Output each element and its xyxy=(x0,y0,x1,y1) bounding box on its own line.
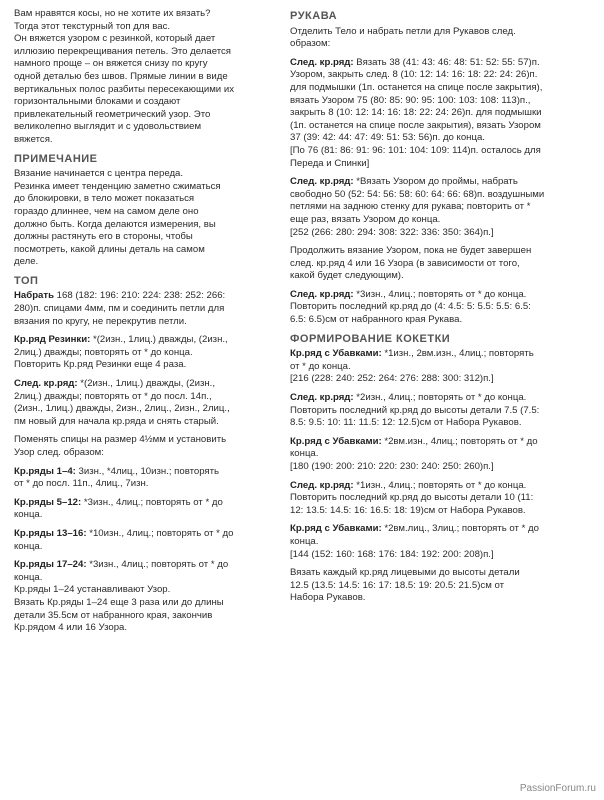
text-line: должны растянуть его в стороны, чтобы xyxy=(14,231,193,243)
text-line: одной деталью без швов. Прямые линии в виде xyxy=(14,70,228,82)
text-line: пм новый для начала кр.ряда и снять старый. xyxy=(14,415,219,427)
text-line: конца. xyxy=(14,540,43,552)
text-line: Тогда этот текстурный топ для вас. xyxy=(14,20,171,32)
top-cast-on xyxy=(14,290,279,328)
text-line: детали 35.5см от набранного края, закончив xyxy=(14,609,213,621)
text-line: образом: xyxy=(290,38,331,50)
text-line: 8.5: 9.5: 10: 11: 11.5: 12: 12.5)см от Набора Рукавов. xyxy=(290,417,522,429)
text-line: вертикальных полос разбиты пересекающими их xyxy=(14,83,234,95)
text-line: намного проще – он вяжется снизу по кругу xyxy=(14,58,208,70)
text-line: еще раз, вязать Узором до конца. xyxy=(290,213,441,225)
text-line: 2лиц.) дважды; повторять от * до конца. xyxy=(14,346,193,358)
sleeves-rib-round xyxy=(290,289,590,327)
sleeves-divide-round xyxy=(290,57,590,170)
yoke-decrease-1 xyxy=(290,348,590,386)
text-line: от * до конца. xyxy=(290,360,351,372)
text-line: Повторить последний кр.ряд до высоты детали 7.5 (7.5: xyxy=(290,404,540,416)
yoke-next-2 xyxy=(290,480,590,518)
yoke-decrease-2 xyxy=(290,436,590,474)
text-line: горизонтальными блоками и создают xyxy=(14,96,181,108)
yoke-heading: ФОРМИРОВАНИЕ КОКЕТКИ xyxy=(290,332,451,345)
text-line: Кр.ряды 5–12: *3изн., 4лиц.; повторять от * до xyxy=(14,496,223,508)
top-rounds-17-24 xyxy=(14,559,279,635)
text-line: Кр.рядом 4 или 16 Узора. xyxy=(14,622,128,634)
text-line: Кр.ряды 1–4: 3изн., *4лиц., 10изн.; повторять xyxy=(14,465,220,477)
text-line: След. кр.ряд: *Вязать Узором до проймы, набрать xyxy=(290,176,518,188)
text-line: вяжется. xyxy=(14,133,53,145)
top-rounds-1-4 xyxy=(14,466,279,491)
text-line: Кр.ряды 1–24 устанавливают Узор. xyxy=(14,584,171,596)
yoke-next-1 xyxy=(290,392,590,430)
top-heading: ТОП xyxy=(14,274,39,287)
text-line: (2изн., 1лиц.) дважды, 2изн., 2лиц., 2изн., 2лиц., xyxy=(14,403,230,415)
note-heading: ПРИМЕЧАНИЕ xyxy=(14,152,98,165)
text-line: след. кр.ряд 4 или 16 Узора (в зависимости от того, xyxy=(290,257,520,269)
text-line: деле. xyxy=(14,256,39,268)
text-line: Продолжить вязание Узором, пока не будет завершен xyxy=(290,245,532,257)
text-line: След. кр.ряд: *3изн., 4лиц.; повторять от * до конца. xyxy=(290,288,527,300)
sleeves-continue xyxy=(290,245,590,283)
text-line: иллюзию перекрещивания петель. Это делается xyxy=(14,45,232,57)
intro-paragraph xyxy=(14,8,279,147)
top-rounds-5-12 xyxy=(14,497,279,522)
text-line: След. кр.ряд: *2изн., 4лиц.; повторять от * до конца. xyxy=(290,392,527,404)
text-line: Кр.ряды 17–24: *3изн., 4лиц.; повторять от * до xyxy=(14,559,229,571)
top-rounds-13-16 xyxy=(14,528,279,553)
text-line: (1п. останется на спице после закрытия), вязать Узором xyxy=(290,119,541,131)
text-line: до блокировки, в тело может показаться xyxy=(14,193,195,205)
text-line: привлекательный геометрический узор. Это xyxy=(14,108,211,120)
right-column xyxy=(290,8,590,611)
text-line: Повторить Кр.ряд Резинки еще 4 раза. xyxy=(14,359,187,371)
text-line: Узор след. образом: xyxy=(14,447,104,458)
text-line: конца. xyxy=(290,535,319,547)
text-line: для подмышки (1п. останется на спице после закрытия), xyxy=(290,81,543,93)
text-line: свободно 50 (52: 54: 56: 58: 60: 64: 66: 68)п. воздушными xyxy=(290,188,545,200)
text-line: должно быть. Когда делаются измерения, вы xyxy=(14,218,216,230)
yoke-final xyxy=(290,567,590,605)
text-line: Вам нравятся косы, но не хотите их вязать? xyxy=(14,8,211,19)
sleeves-cast-on-round xyxy=(290,176,590,239)
text-line: Кр.ряд Резинки: *(2изн., 1лиц.) дважды, (2изн., xyxy=(14,334,228,346)
text-line: посмотреть, какой длины деталь на самом xyxy=(14,243,205,255)
text-line: Переда и Спинки] xyxy=(290,157,370,169)
text-line: [По 76 (81: 86: 91: 96: 101: 104: 109: 114)п. осталось для xyxy=(290,144,541,156)
text-line: 6.5: 6.5)см от набранного края Рукава. xyxy=(290,314,463,326)
text-line: [252 (266: 280: 294: 308: 322: 336: 350: 364)п.] xyxy=(290,226,494,238)
text-line: конца. xyxy=(290,448,319,460)
text-line: Кр.ряды 13–16: *10изн., 4лиц.; повторять от * до xyxy=(14,527,234,539)
text-line: гораздо длиннее, чем на самом деле оно xyxy=(14,205,199,217)
text-line: Вязать Кр.ряды 1–24 еще 3 раза или до длины xyxy=(14,596,224,608)
text-line: конца. xyxy=(14,509,43,521)
text-line: [144 (152: 160: 168: 176: 184: 192: 200: 208)п.] xyxy=(290,548,494,560)
text-line: вязания по кругу, не перекрутив петли. xyxy=(14,315,187,327)
text-line: великолепно выглядит и с удовольствием xyxy=(14,121,202,133)
text-line: какой будет следующим). xyxy=(290,270,404,282)
top-rib-round xyxy=(14,334,279,372)
watermark: PassionForum.ru xyxy=(519,783,596,794)
text-line: Отделить Тело и набрать петли для Рукавов след. xyxy=(290,25,516,37)
text-line: Набрать 168 (182: 196: 210: 224: 238: 252: 266: xyxy=(14,290,226,302)
text-line: [216 (228: 240: 252: 264: 276: 288: 300: 312)п.] xyxy=(290,373,494,385)
text-line: 2лиц.) дважды; повторять от * до посл. 14п., xyxy=(14,390,212,402)
top-next-round xyxy=(14,378,279,428)
text-line: Узором, закрыть след. 8 (10: 12: 14: 16: 18: 22: 24: 26)п. xyxy=(290,69,538,81)
text-line: Повторить последний кр.ряд до высоты детали 10 (11: xyxy=(290,492,534,504)
text-line: 37 (39: 42: 44: 47: 49: 51: 53: 56)п. до конца. xyxy=(290,132,485,144)
text-line: петлями на заднюю стенку для рукава; повторить от * xyxy=(290,201,531,213)
top-change-needles xyxy=(14,434,279,459)
text-line: След. кр.ряд: *(2изн., 1лиц.) дважды, (2изн., xyxy=(14,378,215,390)
text-line: закрыть 8 (10: 12: 14: 16: 18: 22: 24: 26)п. для подмышки xyxy=(290,107,542,119)
text-line: вязать Узором 75 (80: 85: 90: 95: 100: 103: 108: 113)п., xyxy=(290,94,531,106)
text-line: Вязать каждый кр.ряд лицевыми до высоты детали xyxy=(290,567,520,579)
text-line: Вязание начинается с центра переда. xyxy=(14,168,184,180)
yoke-decrease-3 xyxy=(290,523,590,561)
text-line: Кр.ряд с Убавками: *2вм.изн., 4лиц.; повторять от * до xyxy=(290,435,538,447)
text-line: След. кр.ряд: *1изн., 4лиц.; повторять от * до конца. xyxy=(290,479,527,491)
left-column xyxy=(14,8,279,641)
text-line: Резинка имеет тенденцию заметно сжиматься xyxy=(14,180,221,192)
text-line: конца. xyxy=(14,571,43,583)
text-line: Кр.ряд с Убавками: *2вм.лиц., 3лиц.; повторять от * до xyxy=(290,523,539,535)
text-line: 12.5 (13.5: 14.5: 16: 17: 18.5: 19: 20.5: 21.5)см от xyxy=(290,579,504,591)
text-line: Поменять спицы на размер 4½мм и установить xyxy=(14,434,227,446)
text-line: Набора Рукавов. xyxy=(290,592,366,604)
text-line: Он вяжется узором с резинкой, который дает xyxy=(14,33,216,45)
note-paragraph xyxy=(14,168,279,269)
text-line: Повторить последний кр.ряд до (4: 4.5: 5: 5.5: 5.5: 6.5: xyxy=(290,301,531,313)
text-line: 280)п. спицами 4мм, пм и соединить петли для xyxy=(14,303,225,315)
text-line: [180 (190: 200: 210: 220: 230: 240: 250: 260)п.] xyxy=(290,461,494,472)
sleeves-heading: РУКАВА xyxy=(290,10,338,22)
text-line: от * до посл. 11п., 4лиц., 7изн. xyxy=(14,478,149,490)
text-line: Кр.ряд с Убавками: *1изн., 2вм.изн., 4лиц.; повторять xyxy=(290,348,534,360)
text-line: 12: 13.5: 14.5: 16: 16.5: 18: 19)см от Набора Рукавов. xyxy=(290,504,526,516)
text-line: След. кр.ряд: Вязать 38 (41: 43: 46: 48: 51: 52: 55: 57)п. xyxy=(290,56,540,68)
sleeves-intro xyxy=(290,26,590,51)
